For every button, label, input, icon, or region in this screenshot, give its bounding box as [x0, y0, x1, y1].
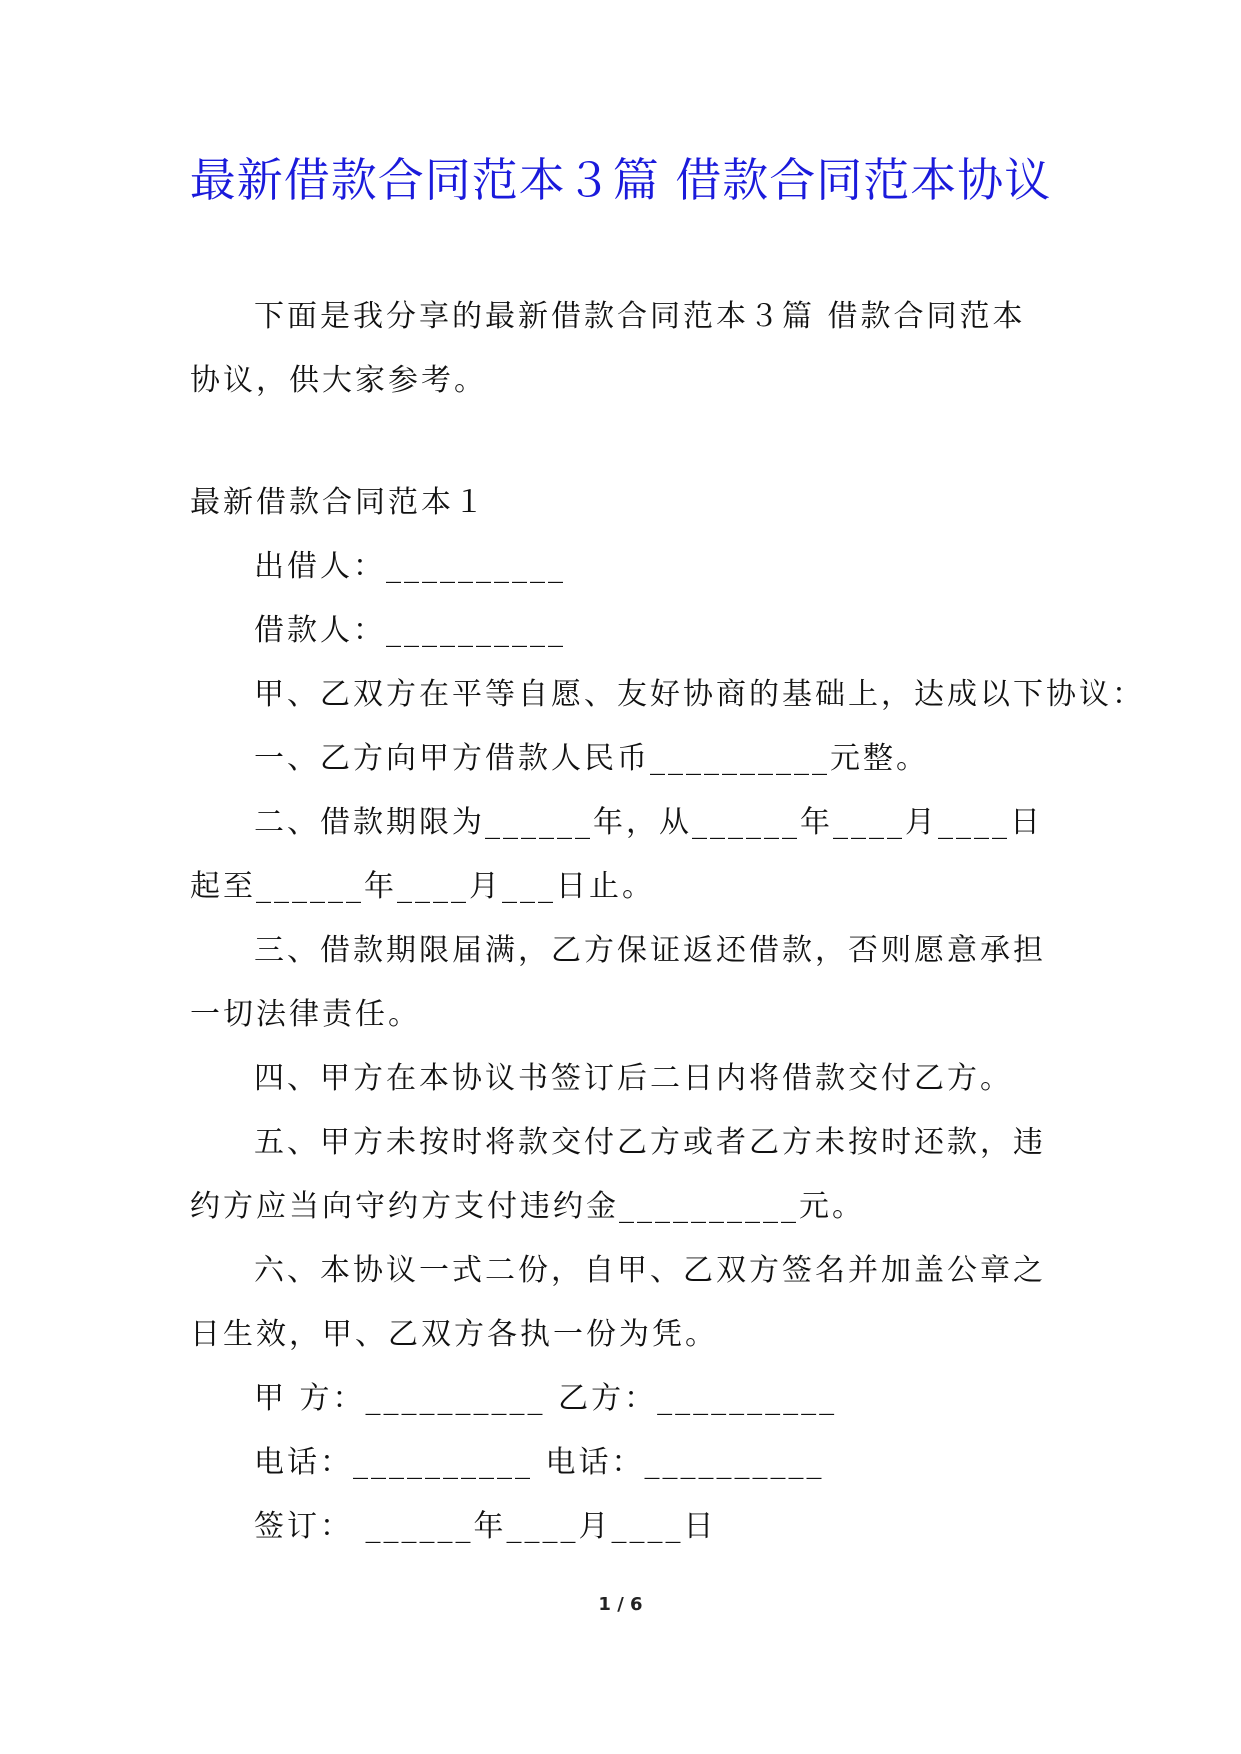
borrower-line: 借款人：__________: [254, 613, 566, 648]
document-title: 最新借款合同范本３篇 借款合同范本协议: [189, 153, 1052, 207]
clause-2: 二、借款期限为______年，从______年____月____日起至______年____月___日止。: [190, 805, 1043, 904]
clause-5: 五、甲方未按时将款交付乙方或者乙方未按时还款，违约方应当向守约方支付违约金__________元。: [190, 1125, 1046, 1224]
signature-parties-line: 甲 方：__________ 乙方：__________: [254, 1381, 838, 1416]
lender-line: 出借人：__________: [254, 549, 566, 584]
agreement-preamble: 甲、乙双方在平等自愿、友好协商的基础上，达成以下协议：: [254, 677, 1145, 712]
clause-1: 一、乙方向甲方借款人民币__________元整。: [254, 741, 929, 776]
signing-date-line: 签订： ______年____月____日: [254, 1509, 717, 1544]
clause-6: 六、本协议一式二份，自甲、乙双方签名并加盖公章之日生效，甲、乙双方各执一份为凭。: [190, 1253, 1046, 1352]
section-heading: 最新借款合同范本１: [190, 485, 487, 520]
intro-paragraph: 下面是我分享的最新借款合同范本３篇 借款合同范本协议，供大家参考。: [190, 299, 1026, 398]
clause-4: 四、甲方在本协议书签订后二日内将借款交付乙方。: [254, 1061, 1013, 1096]
document-body: [190, 285, 1145, 1559]
phone-line: 电话：__________ 电话：__________: [254, 1445, 825, 1480]
page-number: 1 / 6: [598, 1594, 643, 1615]
clause-3: 三、借款期限届满，乙方保证返还借款，否则愿意承担一切法律责任。: [190, 933, 1046, 1032]
